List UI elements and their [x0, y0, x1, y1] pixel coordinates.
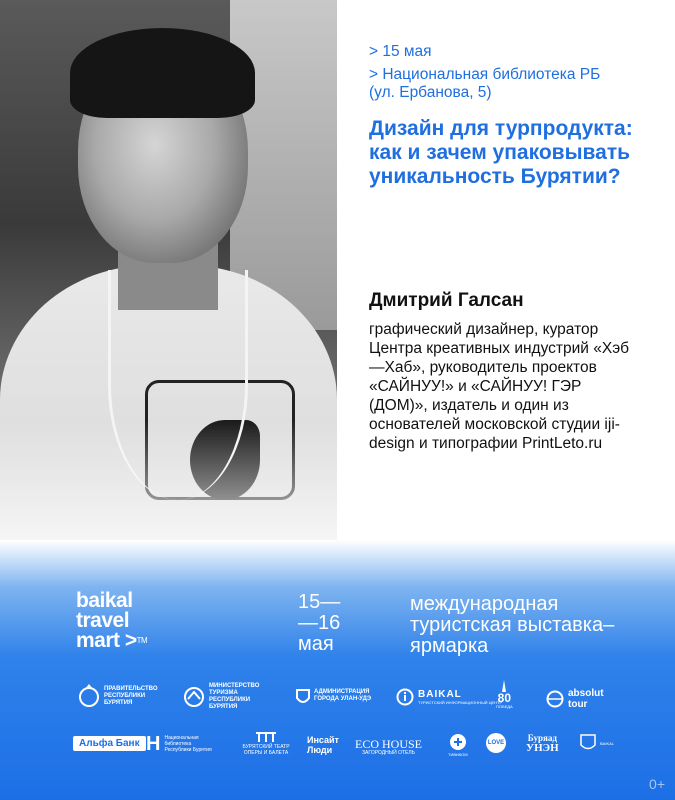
- columns-icon: [256, 732, 276, 742]
- speaker-name: Дмитрий Галсан: [369, 290, 524, 311]
- ministry-icon: [183, 685, 205, 709]
- crest-icon: [296, 686, 310, 706]
- globe-icon: [546, 690, 564, 708]
- partner-label: Национальная библиотека Республики Бурятия: [164, 735, 212, 753]
- shield-icon: [580, 734, 596, 752]
- expo-dates: [298, 592, 340, 655]
- partner-baikal-badge: [580, 734, 614, 752]
- age-rating: 0+: [649, 776, 665, 792]
- speaker-bio: графический дизайнер, куратор Центра креативных индустрий «Хэб—Хаб», руководитель проектов «САЙНУУ!» и «САЙНУУ! ГЭР (ДОМ)», издатель и один из основателей московской студии iji-design и типографии PrintLeto.ru: [369, 321, 630, 452]
- dates-line-3: мая: [298, 633, 334, 655]
- photo-hair: [70, 28, 255, 118]
- expo-description: международная туристская выставка–ярмарка: [410, 593, 615, 657]
- partner-label: 80: [497, 691, 511, 705]
- partner-label: Буряад: [527, 733, 557, 743]
- event-date: > 15 мая: [369, 43, 432, 60]
- baikal-travel-mart-logo: [76, 591, 147, 651]
- partner-label: ECO HOUSE: [355, 737, 423, 751]
- partner-tivikom: [448, 733, 468, 757]
- dates-line-2: —16: [298, 612, 341, 634]
- partner-eco-house: [355, 738, 422, 756]
- partner-label: МИНИСТЕРСТВО ТУРИЗМА РЕСПУБЛИКИ БУРЯТИЯ: [209, 683, 260, 710]
- partner-label: absolut tour: [568, 688, 604, 710]
- event-place: > Национальная библиотека РБ (ул. Ербанова, 5): [369, 66, 601, 101]
- partner-insight: [307, 735, 341, 755]
- info-icon: [396, 688, 414, 706]
- partner-buryaad-unen: [526, 734, 559, 754]
- partner-ministry: [183, 683, 271, 711]
- partner-label: ТИВИКОМ: [448, 752, 468, 757]
- partner-label: Альфа Банк: [73, 736, 146, 751]
- library-h-icon: H: [146, 733, 161, 755]
- tivikom-icon: [449, 733, 467, 751]
- partner-sublabel: ТУРИСТСКИЙ ИНФОРМАЦИОННЫЙ ЦЕНТР: [418, 700, 503, 705]
- partner-sublabel: УНЭН: [526, 742, 559, 754]
- speaker-photo: [0, 0, 337, 560]
- partner-label: BAIKAL: [600, 740, 615, 746]
- partner-label: ПРАВИТЕЛЬСТВО РЕСПУБЛИКИ БУРЯТИЯ: [104, 685, 158, 706]
- partner-opera-theatre: [236, 732, 296, 756]
- logo-line-3: mart >: [76, 629, 137, 652]
- partner-sublabel: ПОБЕДА: [496, 704, 513, 709]
- logo-line-1: baikal: [76, 589, 133, 612]
- emblem-icon: [78, 683, 100, 709]
- partner-baikal-info: [396, 688, 502, 706]
- partner-national-library: [146, 734, 219, 754]
- partner-label: Инсайт Люди: [307, 735, 339, 755]
- partner-alfa-bank: [73, 736, 146, 751]
- partner-label: АДМИНИСТРАЦИЯ ГОРОДА УЛАН-УДЭ: [314, 689, 372, 702]
- photo-fade: [0, 420, 337, 560]
- partner-label: БУРЯТСКИЙ ТЕАТР ОПЕРЫ И БАЛЕТА: [242, 744, 290, 756]
- partner-government: [78, 683, 166, 709]
- partner-sublabel: ЗАГОРОДНЫЙ ОТЕЛЬ: [362, 750, 415, 756]
- logo-line-2: travel: [76, 609, 130, 632]
- footer-gradient: [0, 540, 675, 800]
- partner-victory: [496, 680, 513, 709]
- dates-line-1: 15—: [298, 591, 341, 613]
- event-title: Дизайн для турпродукта: как и зачем упаковывать уникальность Бурятии?: [369, 117, 633, 188]
- partner-absolut-tour: [546, 688, 610, 710]
- partner-label: BAIKAL: [418, 689, 462, 700]
- partner-label: LOVE: [486, 733, 506, 753]
- partner-love-radio: [486, 733, 506, 753]
- logo-tm: TM: [136, 636, 148, 645]
- partner-administration: [296, 686, 380, 706]
